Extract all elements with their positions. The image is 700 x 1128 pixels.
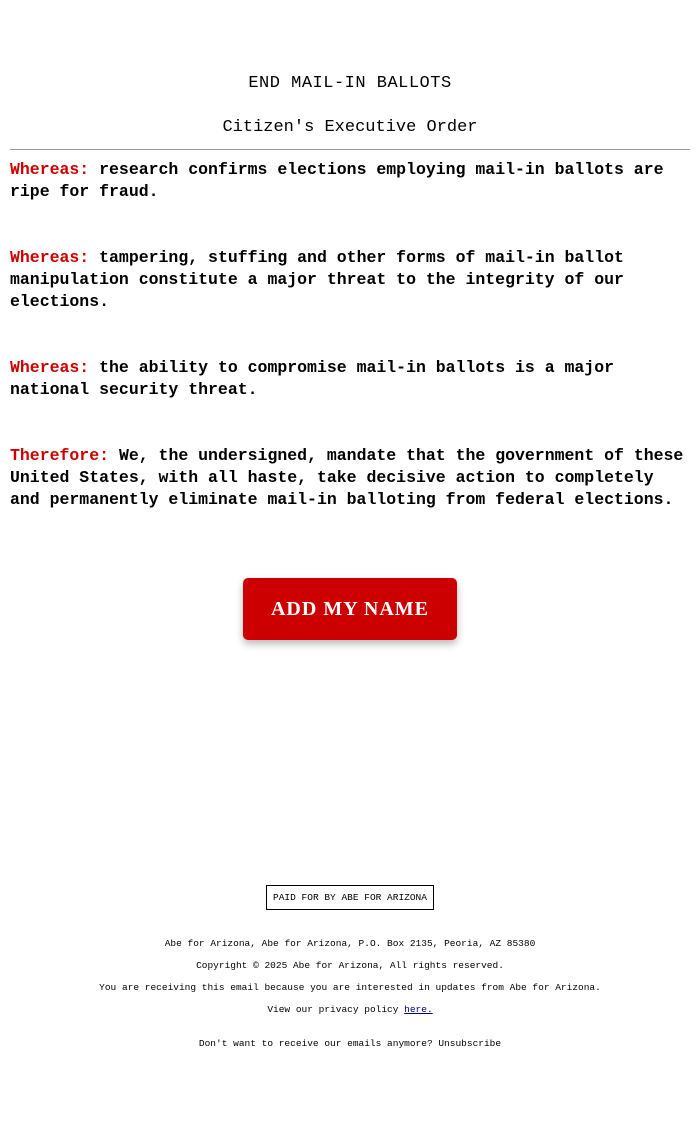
clause-therefore [10, 445, 690, 511]
clause-lead: Therefore: [10, 446, 110, 465]
footer-copyright: Copyright © 2025 Abe for Arizona, All rights reserved. [196, 960, 504, 971]
footer-receiving-notice: You are receiving this email because you are interested in updates from Abe for Arizona. [99, 982, 601, 993]
footer-unsubscribe [0, 1033, 700, 1055]
unsubscribe-prefix: Don't want to receive our emails anymore? [198, 1038, 433, 1049]
clause-whereas-1 [10, 159, 690, 203]
clause-whereas-2 [10, 247, 690, 313]
privacy-prefix: View our privacy policy [267, 1004, 399, 1015]
clause-text: We, the undersigned, mandate that the government of these United States, with all haste, take decisive action to completely and permanently eliminate mail-in balloting from federal elections. [10, 446, 684, 509]
footer-privacy [0, 999, 700, 1021]
clause-whereas-3 [10, 357, 690, 401]
unsubscribe-link[interactable]: Unsubscribe [438, 1038, 502, 1049]
privacy-policy-link[interactable]: here. [404, 1004, 433, 1015]
paid-for-container [0, 885, 700, 910]
clause-text: research confirms elections employing mail-in ballots are ripe for fraud. [10, 160, 664, 201]
cta-container [0, 578, 700, 640]
paid-for-disclaimer: PAID FOR BY ABE FOR ARIZONA [266, 885, 434, 910]
add-my-name-button[interactable]: ADD MY NAME [243, 578, 457, 640]
page-title: END MAIL-IN BALLOTS [248, 74, 452, 93]
clause-lead: Whereas: [10, 358, 90, 377]
footer [0, 933, 700, 1055]
clause-lead: Whereas: [10, 248, 90, 267]
clause-text: the ability to compromise mail-in ballots is a major national security threat. [10, 358, 615, 399]
order-clauses [10, 159, 690, 555]
clause-text: tampering, stuffing and other forms of mail-in ballot manipulation constitute a major threat to the integrity of our elections. [10, 248, 624, 311]
clause-lead: Whereas: [10, 160, 90, 179]
header-divider [10, 149, 690, 150]
footer-address: Abe for Arizona, Abe for Arizona, P.O. Box 2135, Peoria, AZ 85380 [164, 938, 536, 949]
page-subtitle: Citizen's Executive Order [222, 118, 478, 137]
